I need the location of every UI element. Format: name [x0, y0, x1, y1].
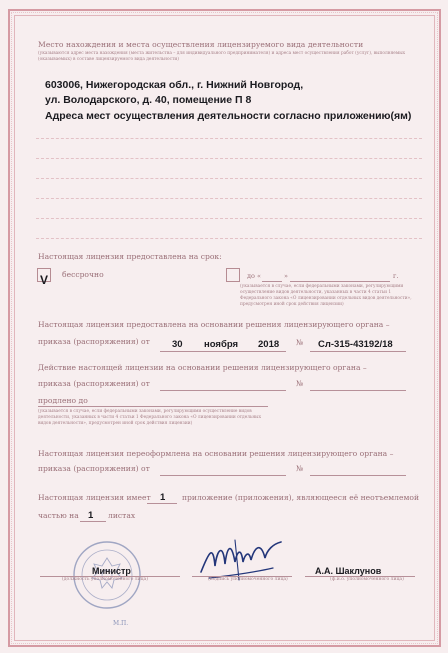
- basis-number-line: [310, 351, 406, 352]
- basis-day: 30: [172, 339, 183, 350]
- signer-name: А.А. Шаклунов: [315, 566, 382, 576]
- until-mid: »: [284, 272, 288, 280]
- name-note: (ф.и.о. уполномоченного лица): [330, 577, 404, 582]
- address-line-2: ул. Володарского, д. 40, помещение П 8: [45, 94, 252, 106]
- until-note: (указывается в случае, если федеральными законами, регулирующими осуществление видов деятельности, указанных в части 4 статьи 1 Федерального закона «О лицензировании отдельных видов деятельности», предусмотрен иной срок действия лицензии): [240, 284, 412, 307]
- extended-until-label: продлено до: [38, 396, 88, 405]
- term-label: Настоящая лицензия предоставлена на срок:: [38, 252, 222, 261]
- appendix-part-label: частью на: [38, 511, 79, 520]
- until-label: до «: [247, 272, 261, 280]
- extended-num-label: №: [296, 379, 304, 388]
- divider: [36, 138, 422, 139]
- divider: [36, 218, 422, 219]
- appendix-text-before: Настоящая лицензия имеет: [38, 493, 151, 502]
- appendix-text-after: приложение (приложения), являющееся её неотъемлемой: [182, 493, 420, 502]
- extended-number-line: [310, 390, 406, 391]
- appendix-count-line: [147, 503, 177, 504]
- divider: [36, 238, 422, 239]
- until-checkbox: [226, 268, 240, 282]
- reissued-number-line: [310, 475, 406, 476]
- basis-label: Настоящая лицензия предоставлена на основании решения лицензирующего органа –: [38, 320, 390, 329]
- reissued-order-label: приказа (распоряжения) от: [38, 464, 150, 473]
- basis-year: 2018: [258, 339, 280, 350]
- header-title: Место нахождения и места осуществления лицензируемого вида деятельности: [38, 40, 364, 49]
- reissued-label: Настоящая лицензия переоформлена на основании решения лицензирующего органа –: [38, 449, 394, 458]
- basis-num-label: №: [296, 338, 304, 347]
- basis-date-line: [160, 351, 286, 352]
- extended-order-label: приказа (распоряжения) от: [38, 379, 150, 388]
- extended-label: Действие настоящей лицензии на основании решения лицензирующего органа –: [38, 363, 367, 372]
- indefinite-label: бессрочно: [62, 270, 104, 279]
- basis-month: ноября: [204, 339, 239, 350]
- address-line-1: 603006, Нижегородская обл., г. Нижний Новгород,: [45, 79, 304, 91]
- header-subtitle: (указываются адрес места нахождения (места жительства – для индивидуального предпринимателя) и адреса мест осуществления работ (услуг), выполняемых (оказываемых) в составе лицензируемого вида деятельности): [38, 51, 406, 62]
- basis-order-label: приказа (распоряжения) от: [38, 337, 150, 346]
- extended-date-line: [160, 390, 286, 391]
- address-line-3: Адреса мест осуществления деятельности согласно приложению(ям): [45, 110, 412, 122]
- reissued-date-line: [160, 475, 286, 476]
- basis-number: Сл-315-43192/18: [318, 339, 393, 350]
- divider: [36, 158, 422, 159]
- until-day-line: [262, 281, 282, 282]
- signer-position: Министр: [92, 566, 131, 576]
- divider: [36, 178, 422, 179]
- until-year: г.: [393, 272, 399, 280]
- until-month-line: [290, 281, 390, 282]
- appendix-sheets-label: листах: [108, 511, 136, 520]
- stamp-label: М.П.: [113, 620, 129, 627]
- extended-note: (указывается в случае, если федеральными законами, регулирующими осуществление видов деятельности, указанных в части 4 статьи 1 Федерального закона «О лицензировании отдельных видов деятельности», предусмотрен иной срок действия лицензии): [38, 409, 262, 426]
- divider: [36, 198, 422, 199]
- appendix-count: 1: [160, 492, 166, 503]
- reissued-num-label: №: [296, 464, 304, 473]
- check-mark-icon: V: [40, 273, 49, 287]
- appendix-sheets: 1: [88, 510, 94, 521]
- appendix-sheets-line: [80, 521, 106, 522]
- position-note: (должность уполномоченного лица): [62, 577, 148, 582]
- sign-note: (подпись уполномоченного лица): [208, 577, 288, 582]
- extended-until-line: [38, 406, 268, 407]
